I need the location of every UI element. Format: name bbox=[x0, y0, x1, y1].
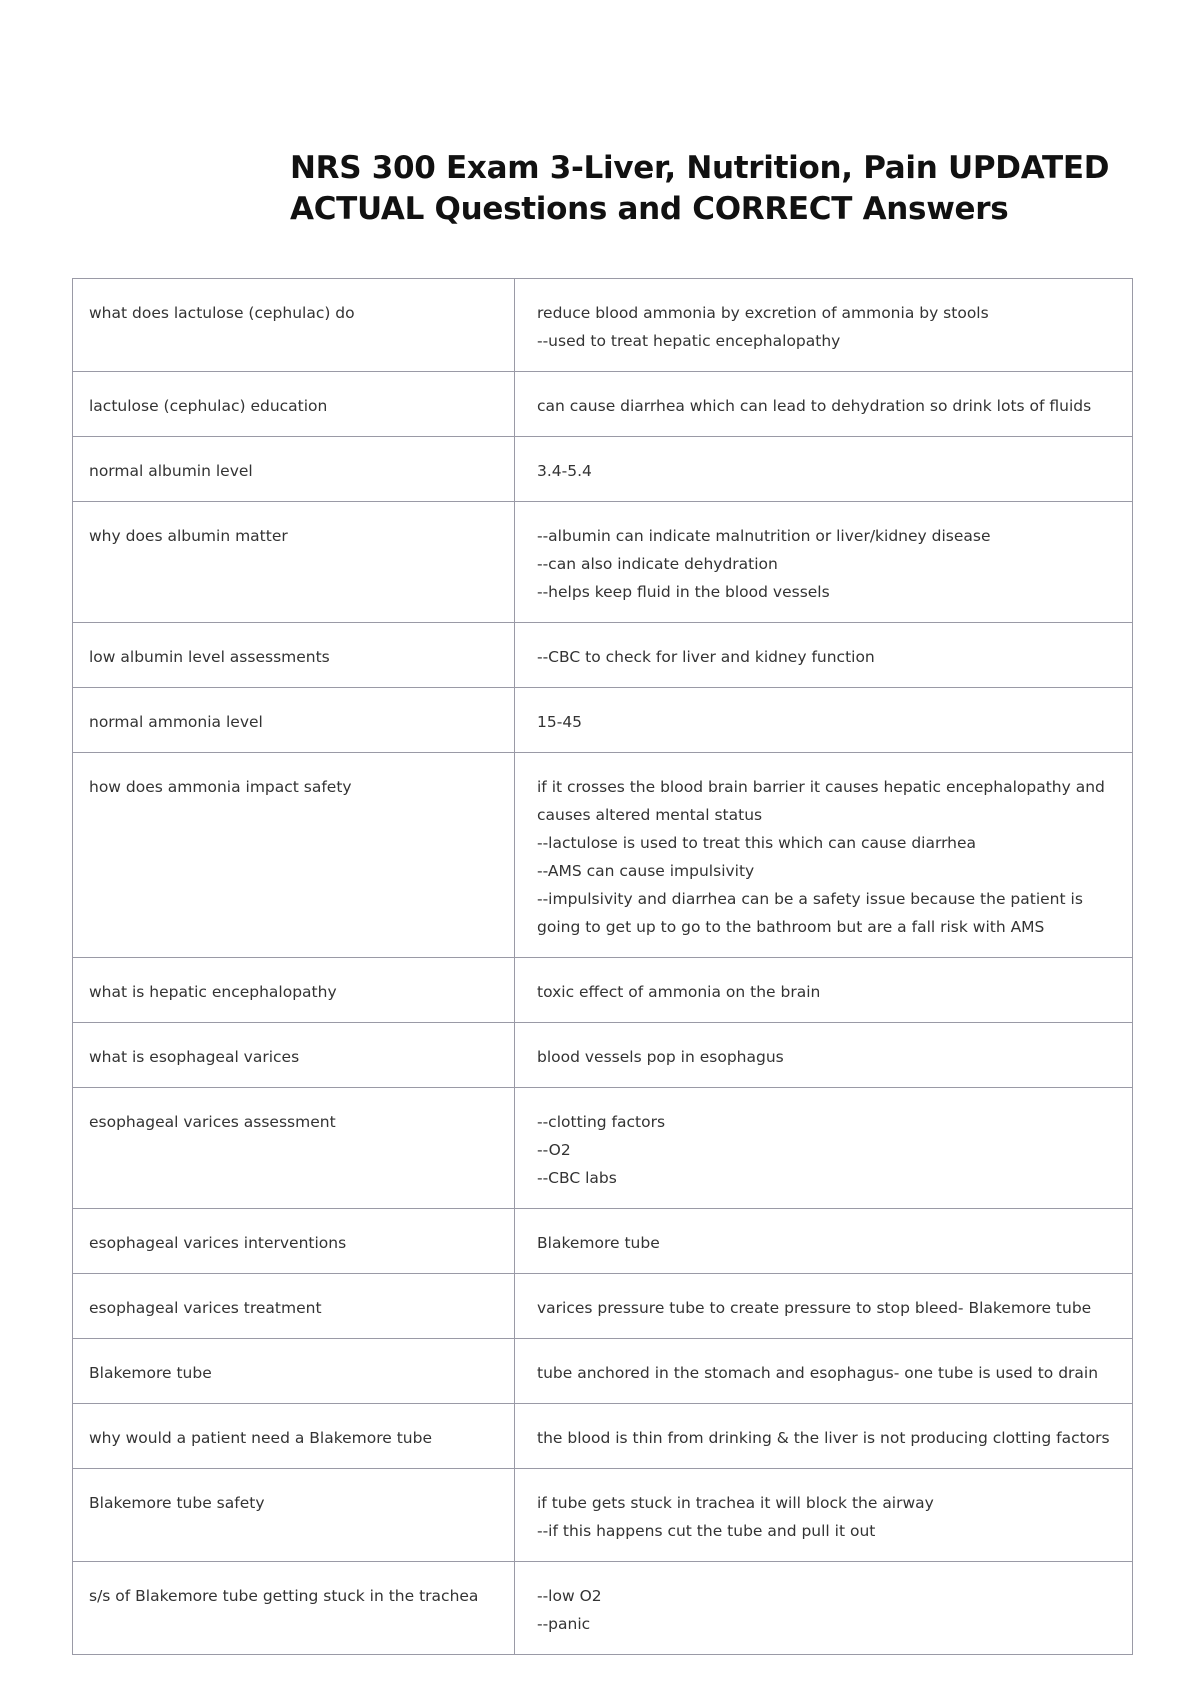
definition-cell bbox=[515, 1339, 1133, 1404]
definition-cell bbox=[515, 1274, 1133, 1339]
table-row bbox=[73, 1274, 1133, 1339]
term-cell: why does albumin matter bbox=[73, 502, 515, 623]
table-row bbox=[73, 1339, 1133, 1404]
table-row bbox=[73, 753, 1133, 958]
table-row bbox=[73, 688, 1133, 753]
document-title: NRS 300 Exam 3-Liver, Nutrition, Pain UPDATED ACTUAL Questions and CORRECT Answers bbox=[290, 150, 1110, 227]
term-cell: esophageal varices assessment bbox=[73, 1088, 515, 1209]
definition-line: --can also indicate dehydration bbox=[537, 555, 778, 573]
definition-line: --albumin can indicate malnutrition or liver/kidney disease bbox=[537, 527, 991, 545]
definition-line: --AMS can cause impulsivity bbox=[537, 862, 755, 880]
table-row bbox=[73, 279, 1133, 372]
term-cell: normal ammonia level bbox=[73, 688, 515, 753]
definition-cell bbox=[515, 688, 1133, 753]
term-cell: low albumin level assessments bbox=[73, 623, 515, 688]
definition-line: varices pressure tube to create pressure to stop bleed- Blakemore tube bbox=[537, 1299, 1092, 1317]
table-row bbox=[73, 1088, 1133, 1209]
definition-line: if it crosses the blood brain barrier it causes hepatic encephalopathy and causes altered mental status bbox=[537, 778, 1105, 824]
qa-table-body bbox=[73, 279, 1133, 1655]
table-row bbox=[73, 372, 1133, 437]
term-cell: normal albumin level bbox=[73, 437, 515, 502]
definition-line: --panic bbox=[537, 1615, 591, 1633]
definition-line: --O2 bbox=[537, 1141, 571, 1159]
table-row bbox=[73, 1023, 1133, 1088]
qa-table bbox=[72, 278, 1133, 1655]
definition-cell bbox=[515, 1023, 1133, 1088]
definition-cell bbox=[515, 958, 1133, 1023]
table-row bbox=[73, 958, 1133, 1023]
definition-cell bbox=[515, 1209, 1133, 1274]
definition-line: tube anchored in the stomach and esophagus- one tube is used to drain bbox=[537, 1364, 1099, 1382]
definition-line: can cause diarrhea which can lead to dehydration so drink lots of fluids bbox=[537, 397, 1092, 415]
term-cell: how does ammonia impact safety bbox=[73, 753, 515, 958]
definition-cell bbox=[515, 753, 1133, 958]
term-cell: what is esophageal varices bbox=[73, 1023, 515, 1088]
definition-line: --lactulose is used to treat this which can cause diarrhea bbox=[537, 834, 977, 852]
definition-line: reduce blood ammonia by excretion of ammonia by stools bbox=[537, 304, 989, 322]
definition-line: --helps keep fluid in the blood vessels bbox=[537, 583, 830, 601]
table-row bbox=[73, 1562, 1133, 1655]
term-cell: what does lactulose (cephulac) do bbox=[73, 279, 515, 372]
term-cell: why would a patient need a Blakemore tube bbox=[73, 1404, 515, 1469]
definition-line: the blood is thin from drinking & the liver is not producing clotting factors bbox=[537, 1429, 1110, 1447]
definition-line: --low O2 bbox=[537, 1587, 602, 1605]
definition-line: --used to treat hepatic encephalopathy bbox=[537, 332, 841, 350]
definition-cell bbox=[515, 1469, 1133, 1562]
definition-cell bbox=[515, 1404, 1133, 1469]
definition-line: --CBC to check for liver and kidney function bbox=[537, 648, 875, 666]
term-cell: esophageal varices treatment bbox=[73, 1274, 515, 1339]
definition-line: toxic effect of ammonia on the brain bbox=[537, 983, 821, 1001]
table-row bbox=[73, 1469, 1133, 1562]
definition-cell bbox=[515, 623, 1133, 688]
term-cell: esophageal varices interventions bbox=[73, 1209, 515, 1274]
definition-cell bbox=[515, 1088, 1133, 1209]
definition-cell bbox=[515, 437, 1133, 502]
definition-cell bbox=[515, 279, 1133, 372]
definition-line: --if this happens cut the tube and pull it out bbox=[537, 1522, 876, 1540]
table-row bbox=[73, 502, 1133, 623]
definition-line: if tube gets stuck in trachea it will block the airway bbox=[537, 1494, 934, 1512]
definition-cell bbox=[515, 372, 1133, 437]
definition-line: 3.4-5.4 bbox=[537, 462, 592, 480]
definition-cell bbox=[515, 502, 1133, 623]
term-cell: Blakemore tube safety bbox=[73, 1469, 515, 1562]
definition-line: --clotting factors bbox=[537, 1113, 666, 1131]
definition-cell bbox=[515, 1562, 1133, 1655]
table-row bbox=[73, 437, 1133, 502]
term-cell: what is hepatic encephalopathy bbox=[73, 958, 515, 1023]
definition-line: Blakemore tube bbox=[537, 1234, 660, 1252]
table-row bbox=[73, 623, 1133, 688]
table-row bbox=[73, 1404, 1133, 1469]
term-cell: Blakemore tube bbox=[73, 1339, 515, 1404]
definition-line: blood vessels pop in esophagus bbox=[537, 1048, 784, 1066]
term-cell: lactulose (cephulac) education bbox=[73, 372, 515, 437]
definition-line: --impulsivity and diarrhea can be a safety issue because the patient is going to get up to go to the bathroom but are a fall risk with AMS bbox=[537, 890, 1083, 936]
table-row bbox=[73, 1209, 1133, 1274]
definition-line: --CBC labs bbox=[537, 1169, 617, 1187]
term-cell: s/s of Blakemore tube getting stuck in the trachea bbox=[73, 1562, 515, 1655]
definition-line: 15-45 bbox=[537, 713, 583, 731]
